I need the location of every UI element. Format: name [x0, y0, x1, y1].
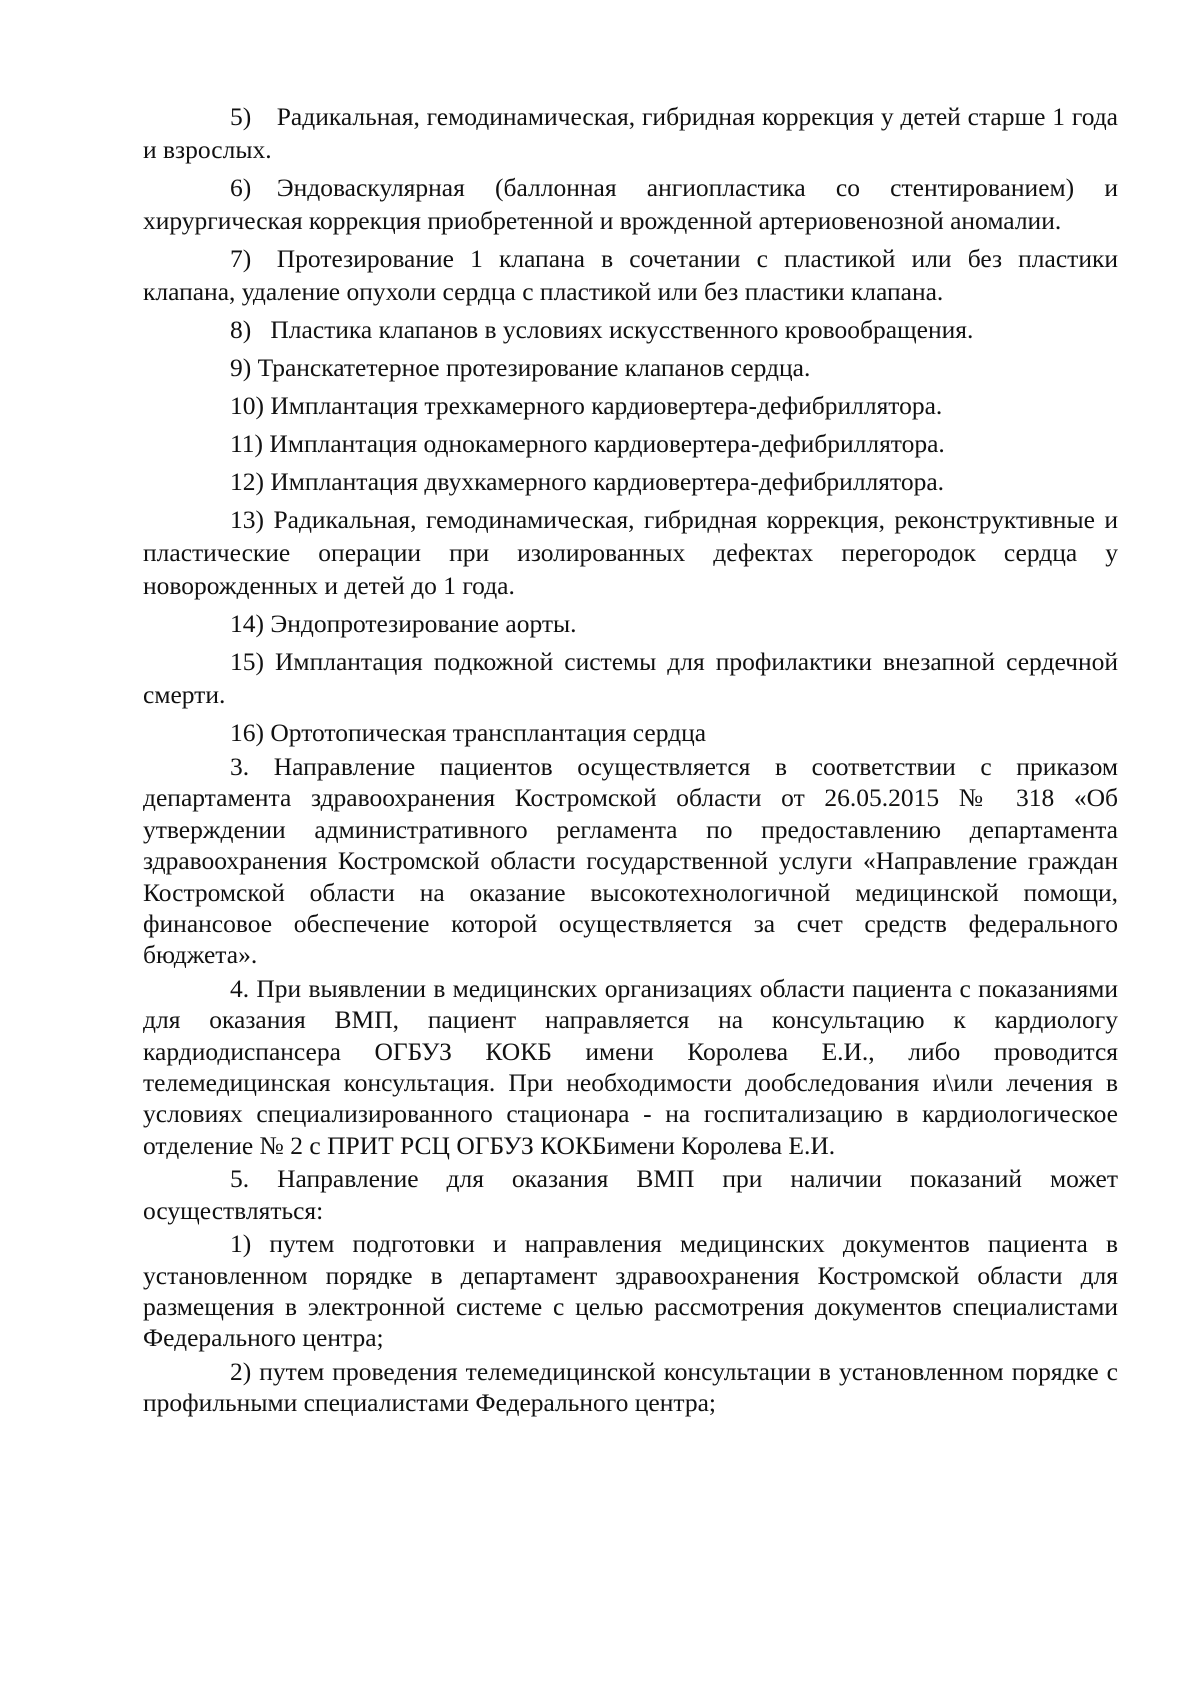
document-body — [143, 100, 1118, 1419]
paragraph-item-15: 15) Имплантация подкожной системы для профилактики внезапной сердечной смерти. — [143, 647, 1118, 709]
paragraph-section-5: 5. Направление для оказания ВМП при наличии показаний может осуществляться: — [143, 1164, 1118, 1225]
paragraph-item-11: 11) Имплантация однокамерного кардиовертера-дефибриллятора. — [230, 429, 945, 458]
paragraph-item-7: 7) Протезирование 1 клапана в сочетании с пластикой или без пластики клапана, удаление опухоли сердца с пластикой или без пластики клапана. — [143, 244, 1118, 306]
paragraph-item-12: 12) Имплантация двухкамерного кардиовертера-дефибриллятора. — [230, 467, 945, 496]
paragraph-item-16: 16) Ортотопическая трансплантация сердца — [230, 718, 707, 747]
paragraph-item-6: 6) Эндоваскулярная (баллонная ангиопластика со стентированием) и хирургическая коррекция приобретенной и врожденной артериовенозной аномалии. — [143, 173, 1118, 235]
paragraph-subitem-2: 2) путем проведения телемедицинской консультации в установленном порядке с профильными специалистами Федерального центра; — [143, 1356, 1118, 1418]
paragraph-item-14: 14) Эндопротезирование аорты. — [230, 609, 577, 638]
paragraph-item-8: 8) Пластика клапанов в условиях искусственного кровообращения. — [230, 315, 974, 344]
paragraph-item-5: 5) Радикальная, гемодинамическая, гибридная коррекция у детей старше 1 года и взрослых. — [143, 102, 1118, 164]
paragraph-item-9: 9) Транскатетерное протезирование клапанов сердца. — [230, 353, 811, 382]
paragraph-item-13: 13) Радикальная, гемодинамическая, гибридная коррекция, реконструктивные и пластические операции при изолированных дефектах перегородок сердца у новорожденных и детей до 1 года. — [143, 505, 1118, 600]
paragraph-section-4: 4. При выявлении в медицинских организациях области пациента с показаниями для оказания ВМП, пациент направляется на консультацию к кардиологу кардиодиспансера ОГБУЗ КОКБ имени Королева Е.И., либо проводится телемедицинская консультация. При необходимости дообследования и\или лечения в условиях специализированного стационара - на госпитализацию в кардиологическое отделение № 2 с ПРИТ РСЦ ОГБУЗ КОКБимени Королева Е.И. — [143, 973, 1118, 1160]
paragraph-item-10: 10) Имплантация трехкамерного кардиовертера-дефибриллятора. — [230, 391, 943, 420]
paragraph-subitem-1: 1) путем подготовки и направления медицинских документов пациента в установленном порядке в департамент здравоохранения Костромской области для размещения в электронной системе с целью рассмотрения документов специалистами Федерального центра; — [143, 1229, 1118, 1353]
paragraph-section-3: 3. Направление пациентов осуществляется в соответствии с приказом департамента здравоохранения Костромской области от 26.05.2015 № 318 «Об утверждении административного регламента по предоставлению департамента здравоохранения Костромской области государственной услуги «Направление граждан Костромской области на оказание высокотехнологичной медицинской помощи, финансовое обеспечение которой осуществляется за счет средств федерального бюджета». — [143, 752, 1118, 970]
